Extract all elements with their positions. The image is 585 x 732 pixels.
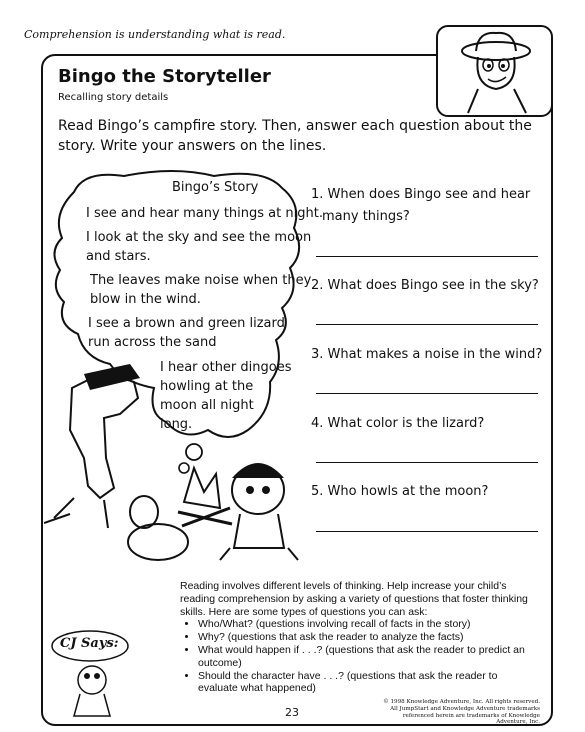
story-line: moon all night [160,398,254,413]
story-line: I see and hear many things at night. [86,206,323,221]
page-number: 23 [285,706,299,719]
question-3: 3. What makes a noise in the wind? [311,347,543,362]
copyright-notice: © 1998 Knowledge Adventure, Inc. All rights reserved. All JumpStart and Knowledge Adventure trademarks referenced herein are trademarks of Knowledge Adventure, Inc. [383,699,540,726]
question-4: 4. What color is the lizard? [311,416,485,431]
question-1-cont: many things? [322,209,410,224]
question-2: 2. What does Bingo see in the sky? [311,278,539,293]
story-line: I see a brown and green lizard [88,316,285,331]
tagline: Comprehension is understanding what is read. [24,28,286,41]
page-subtitle: Recalling story details [58,92,169,103]
answer-line-2[interactable] [316,324,538,325]
cj-says-badge [50,628,136,720]
cj-says-label: CJ Says: [60,636,119,651]
answer-line-1[interactable] [316,256,538,257]
story-line: long. [160,417,193,432]
answer-line-4[interactable] [316,462,538,463]
tip-item: • Should the character have . . .? (questions that ask the reader to evaluate what happened) [198,670,540,696]
answer-line-5[interactable] [316,531,538,532]
tips-intro: Reading involves different levels of thinking. Help increase your child’s reading comprehension by asking a variety of questions that foster thinking skills. Here are some types of questions you can ask: [180,580,528,618]
story-line: run across the sand [88,335,217,350]
story-line: howling at the [160,379,254,394]
tips-list [180,618,540,695]
campfire [184,468,220,508]
story-line: blow in the wind. [90,292,201,307]
question-1: 1. When does Bingo see and hear [311,187,531,202]
story-line: I hear other dingoes [160,360,292,375]
story-line: I look at the sky and see the moon [86,230,312,245]
parent-tips [180,580,540,695]
cowboy-mascot-icon [438,27,551,115]
story-line: and stars. [86,249,151,264]
tip-item: • Who/What? (questions involving recall of facts in the story) [198,618,540,631]
story-line: The leaves make noise when they [90,273,312,288]
instructions: Read Bingo’s campfire story. Then, answer each question about the story. Write your answers on the lines. [58,118,532,154]
mascot-box [436,25,553,117]
answer-line-3[interactable] [316,393,538,394]
question-5: 5. Who howls at the moon? [311,484,489,499]
page-title: Bingo the Storyteller [58,66,271,87]
tip-item: • What would happen if . . .? (questions that ask the reader to predict an outcome) [198,644,540,670]
dingo-figure [70,372,138,498]
tip-item: • Why? (questions that ask the reader to analyze the facts) [198,631,540,644]
story-title: Bingo’s Story [172,180,259,195]
